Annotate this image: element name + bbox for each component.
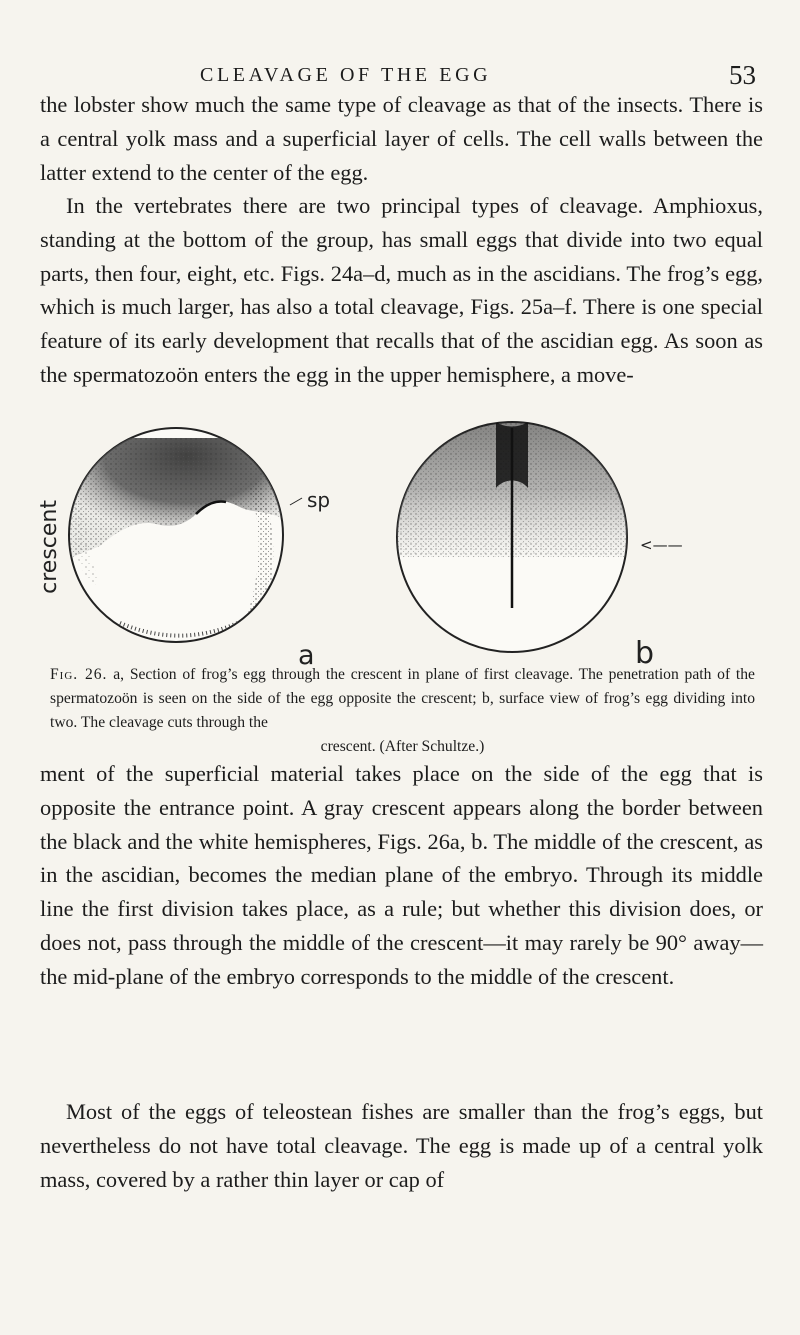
arrow-indicator: <—— bbox=[640, 536, 683, 554]
caption-last-line: crescent. (After Schultze.) bbox=[320, 738, 485, 755]
figure-label-a: a bbox=[298, 640, 315, 671]
running-title: CLEAVAGE OF THE EGG bbox=[200, 64, 492, 86]
egg-a-section bbox=[69, 428, 283, 642]
caption-body: a, Section of frog’s egg through the crescent in plane of first cleavage. The penetration path of the spermatozoön is seen on the side of the egg opposite the crescent; b, surface view of frog’s egg dividing into two. The cleavage cuts through the bbox=[50, 666, 755, 731]
paragraph-1: the lobster show much the same type of cleavage as that of the insects. There is a central yolk mass and a superficial layer of cells. The cell walls between the latter extend to the center of the egg. bbox=[40, 92, 763, 185]
caption-fig-label: Fig. 26. bbox=[50, 666, 108, 683]
figure-caption bbox=[50, 663, 755, 759]
egg-b-surface bbox=[397, 422, 627, 652]
sp-label bbox=[289, 488, 330, 512]
figure-label-b: b bbox=[635, 636, 655, 671]
page-number: 53 bbox=[729, 60, 756, 90]
figure-26 bbox=[0, 418, 800, 680]
sp-text: sp bbox=[307, 488, 331, 512]
crescent-label: crescent bbox=[37, 500, 62, 594]
paragraph-2: In the vertebrates there are two principal types of cleavage. Amphioxus, standing at the bottom of the group, has small eggs that divide into two equal parts, then four, eight, etc. Figs. 24a–d, much as in the ascidians. The frog’s egg, which is much larger, has also a total cleavage, Figs. 25a–f. There is one special feature of its early development that recalls that of the ascidian egg. As soon as the spermatozoön enters the egg in the upper hemisphere, a move- bbox=[40, 193, 763, 387]
paragraph-3: ment of the superficial material takes place on the side of the egg that is opposite the entrance point. A gray crescent appears along the border between the black and the white hemispheres, Figs. 26a, b. The middle of the crescent, as in the ascidian, becomes the median plane of the embryo. Through its middle line the first division takes place, as a rule; but whether this division does, or does not, pass through the middle of the crescent—it may rarely be 90° away—the mid-plane of the embryo corresponds to the middle of the crescent. bbox=[40, 761, 763, 989]
paragraph-4: Most of the eggs of teleostean fishes are smaller than the frog’s eggs, but nevertheless do not have total cleavage. The egg is made up of a central yolk mass, covered by a rather thin layer or cap of bbox=[40, 1099, 763, 1192]
